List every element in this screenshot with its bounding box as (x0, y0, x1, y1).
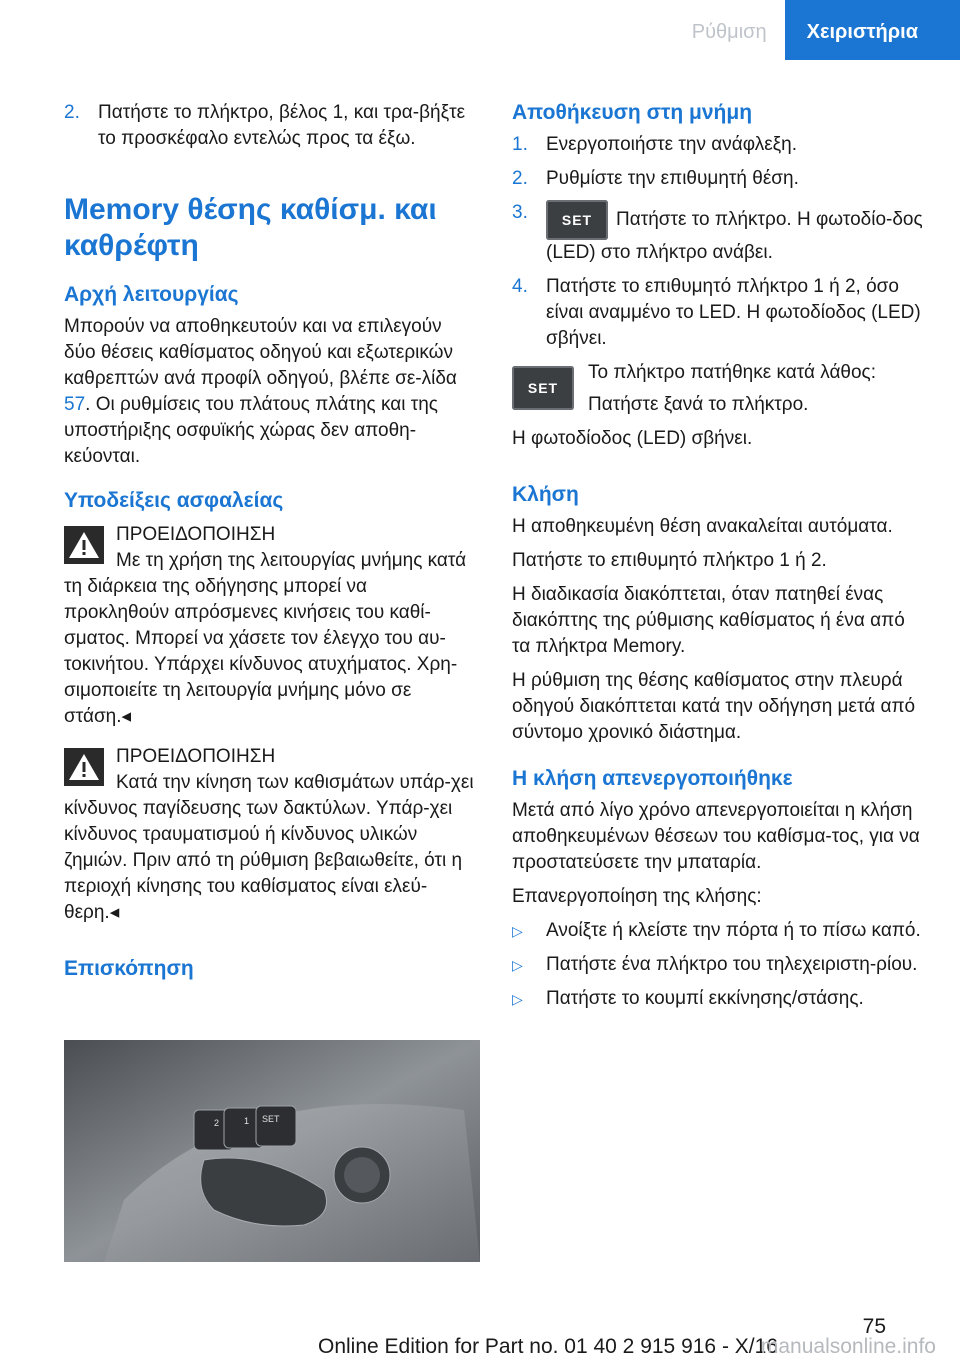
store-step-2 (512, 166, 924, 192)
disabled-paragraph-1: Μετά από λίγο χρόνο απενεργοποιείται η κλήση αποθηκευμένων θέσεων του καθίσμα-τος, για να προστατεύσετε την μπαταρία. (512, 800, 920, 873)
function-paragraph (64, 314, 476, 470)
section-title: Memory θέσης καθίσμ. και καθρέφτη (64, 193, 437, 262)
recall-paragraph-3: Η διαδικασία διακόπτεται, όταν πατηθεί ένας διακόπτης της ρύθμισης καθίσματος ή ένα από τα πλήκτρα Memory. (512, 584, 905, 657)
bullet-text: Πατήστε ένα πλήκτρο του τηλεχειριστη-ρίου. (546, 954, 918, 975)
led-off-text: Η φωτοδίοδος (LED) σβήνει. (512, 428, 753, 449)
watermark-text: manualsonline.info (760, 1335, 936, 1358)
note-line-2: Πατήστε ξανά το πλήκτρο. (588, 394, 809, 415)
step-number: 3. (512, 202, 528, 223)
recall-paragraph-1: Η αποθηκευμένη θέση ανακαλείται αυτόματα. (512, 516, 893, 537)
page-reference-link[interactable]: 57 (64, 394, 86, 415)
page-footer (0, 1315, 960, 1358)
triangle-bullet-icon: ▷ (512, 957, 523, 973)
header-tab-controls[interactable]: Χειριστήρια (785, 0, 960, 60)
store-step-1 (512, 132, 924, 158)
recall-paragraph-4: Η ρύθμιση της θέσης καθίσματος στην πλευρά οδηγού διακόπτεται κατά την οδήγηση μετά από σύντομο χρονικό διάστημα. (512, 670, 916, 743)
headrest-step-2 (64, 100, 476, 152)
left-column (64, 100, 476, 988)
warning-2-text: Κατά την κίνηση των καθισμάτων υπάρ-χει κίνδυνος παγίδευσης των δακτύλων. Υπάρ-χει κίνδυνος τραυματισμού ή κίνδυνος υλικών ζημιών. Πριν από τη ρύθμιση βεβαιωθείτε, ότι η περιοχή κίνησης του καθίσματος είναι ελεύ-θερη.◂ (64, 772, 474, 923)
photo-button-2-label: 2 (214, 1118, 220, 1128)
step-number: 2. (64, 102, 80, 123)
store-heading: Αποθήκευση στη μνήμη (512, 101, 753, 124)
set-button-icon: SET (546, 200, 608, 240)
function-heading: Αρχή λειτουργίας (64, 283, 239, 306)
warning-block-1 (64, 522, 476, 730)
bullet-text: Πατήστε το κουμπί εκκίνησης/στάσης. (546, 988, 864, 1009)
step-text: Πατήστε το επιθυμητό πλήκτρο 1 ή 2, όσο είναι αναμμένο το LED. Η φωτοδίοδος (LED) σβήνει. (546, 276, 921, 349)
header-tab-settings[interactable]: Ρύθμιση (674, 0, 785, 60)
header-tabs (674, 0, 960, 60)
warning-1-text: Με τη χρήση της λειτουργίας μνήμης κατά τη διάρκεια της οδήγησης μπορεί να προκληθούν απρόσμενες κινήσεις του καθί-σματος. Μπορεί να χάσετε τον έλεγχο του αυ-τοκινήτου. Υπάρχει κίνδυνος ατυχήματος. Χρη-σιμοποιείτε τη λειτουργία μνήμης μόνο σε στάση.◂ (64, 550, 467, 727)
warning-block-2 (64, 744, 476, 926)
function-text-a: Μπορούν να αποθηκευτούν και να επιλεγούν δύο θέσεις καθίσματος οδηγού και εξωτερικών καθρεπτών ανά προφίλ οδηγού, βλέπε σε-λίδα (64, 316, 457, 389)
page-number: 75 (862, 1315, 886, 1338)
photo-button-set-label: SET (262, 1114, 280, 1124)
step-text: Ρυθμίστε την επιθυμητή θέση. (546, 168, 799, 189)
step-3-text: Πατήστε το πλήκτρο. Η φωτοδίο-δος (LED) στο πλήκτρο ανάβει. (546, 209, 923, 263)
warning-2-heading: ΠΡΟΕΙΔΟΠΟΙΗΣΗ (116, 746, 276, 767)
step-text: Ενεργοποιήστε την ανάφλεξη. (546, 134, 798, 155)
bullet-text: Ανοίξτε ή κλείστε την πόρτα ή το πίσω καπό. (546, 920, 921, 941)
set-button-icon: SET (512, 366, 574, 410)
note-line-1: Το πλήκτρο πατήθηκε κατά λάθος: (588, 362, 876, 383)
store-step-4 (512, 274, 924, 352)
reactivate-bullet-1 (512, 918, 924, 944)
step-text: Πατήστε το πλήκτρο, βέλος 1, και τρα-βήξτε το προσκέφαλο εντελώς προς τα έξω. (98, 102, 466, 149)
step-number: 4. (512, 276, 528, 297)
safety-heading: Υποδείξεις ασφαλείας (64, 489, 284, 512)
overview-heading: Επισκόπηση (64, 957, 194, 980)
edition-text: Online Edition for Part no. 01 40 2 915 916 - X/16 (318, 1335, 778, 1358)
photo-button-1-label: 1 (244, 1116, 250, 1126)
recall-paragraph-2: Πατήστε το επιθυμητό πλήκτρο 1 ή 2. (512, 550, 827, 571)
step-text (546, 200, 924, 266)
warning-triangle-icon (64, 748, 104, 786)
reactivate-bullet-2 (512, 952, 924, 978)
warning-triangle-icon (64, 526, 104, 564)
function-text-b: . Οι ρυθμίσεις του πλάτους πλάτης και της υποστήριξης οσφυϊκής χώρας δεν αποθη-κεύονται. (64, 394, 438, 467)
step-number: 1. (512, 134, 528, 155)
accidental-press-note (512, 360, 924, 418)
right-column (512, 100, 924, 1020)
disabled-paragraph-2: Επανεργοποίηση της κλήσης: (512, 886, 762, 907)
step-number: 2. (512, 168, 528, 189)
triangle-bullet-icon: ▷ (512, 991, 523, 1007)
warning-1-heading: ΠΡΟΕΙΔΟΠΟΙΗΣΗ (116, 524, 276, 545)
reactivate-bullet-3 (512, 986, 924, 1012)
recall-heading: Κλήση (512, 483, 579, 506)
seat-memory-buttons-photo (64, 1040, 480, 1262)
store-step-3 (512, 200, 924, 266)
triangle-bullet-icon: ▷ (512, 923, 523, 939)
recall-disabled-heading: Η κλήση απενεργοποιήθηκε (512, 767, 793, 790)
